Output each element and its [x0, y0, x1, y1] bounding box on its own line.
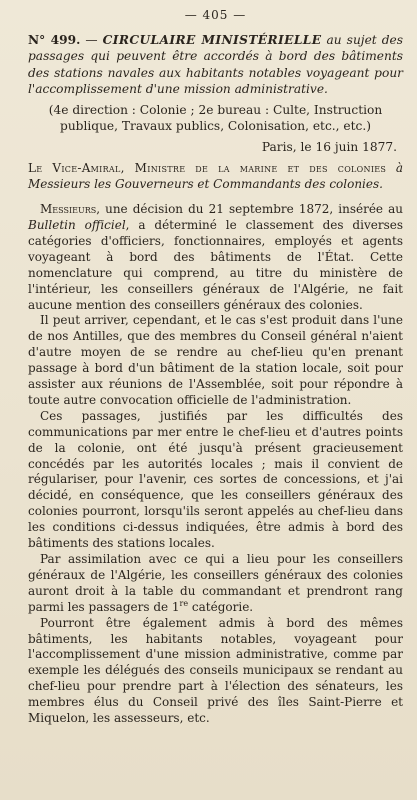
circular-number: N° 499.	[28, 33, 81, 47]
circular-title: CIRCULAIRE MINISTÉRIELLE	[102, 33, 322, 47]
address-to: à	[386, 161, 403, 176]
paragraph-5: Pourront être également admis à bord des mêmes bâtiments, les habitants notables, voyageant pour l'accomplissement d'une mission administrative, comme par exemple les délégués des conseils municipaux se rendant au chef-lieu pour prendre part à l'élection des sénateurs, les membres élus du Conseil privé des îles Saint-Pierre et Miquelon, les assesseurs, etc.	[28, 615, 403, 726]
circular-subject: au sujet des passages qui peuvent être accordés à bord des bâtiments des stations navales aux habitants notables voyageant pour l'accomplissement d'une mission administrative.	[28, 33, 404, 96]
paragraph-3: Ces passages, justifiés par les difficultés des communications par mer entre le chef-lieu et d'autres points de la colonie, ont été jusqu'à présent gracieusement concédés par les autorités locales ; mais il convient de régulariser, pour l'avenir, ces sortes de concessions, et j'ai décidé, en conséquence, que les conseillers généraux des colonies pourront, lorsqu'ils seront appelés au chef-lieu dans les conditions ci-dessus indiquées, être admis à bord des bâtiments des stations locales.	[28, 408, 403, 551]
heading-dash: —	[80, 33, 103, 47]
dateline: Paris, le 16 juin 1877.	[261, 139, 397, 154]
paragraph-1-text-b: , a déterminé le classement des diverses catégories d'officiers, fonctionnaires, employés et agents voyageant à bord des bâtiments de l'État. Cette nomenclature qui comprend, au titre du ministère de l'intérieur, les conseillers généraux de l'Algérie, ne fait aucune mention des conseillers généraux des colonies.	[28, 217, 403, 312]
bulletin-reference: Bulletin officiel	[28, 217, 126, 232]
paragraph-4-text-b: catégorie.	[188, 599, 254, 614]
salutation: Messieurs	[40, 202, 97, 217]
recipients: Messieurs les Gouverneurs et Commandants des colonies.	[28, 177, 383, 192]
paragraph-1-text-a: , une décision du 21 septembre 1872, insérée au	[96, 202, 403, 217]
page-number: — 405 —	[184, 8, 247, 22]
ordinal-superscript: re	[179, 598, 189, 608]
paragraph-2: Il peut arriver, cependant, et le cas s'est produit dans l'une de nos Antilles, que des membres du Conseil général n'aient d'autre moyen de se rendre au chef-lieu qu'en prenant passage à bord d'un bâtiment de la station locale, soit pour assister aux réunions de l'Assemblée, soit pour répondre à toute autre convocation officielle de l'administration.	[28, 313, 403, 407]
paragraph-4-text-a: Par assimilation avec ce qui a lieu pour les conseillers généraux de l'Algérie, les conseillers généraux des colonies auront droit à la table du commandant et prendront rang parmi les passagers de 1	[28, 552, 403, 614]
circular-heading	[28, 32, 403, 97]
address-line	[28, 160, 403, 192]
sender: Le Vice-Amiral, Ministre de la marine et des colonies	[28, 161, 387, 176]
paragraph-1	[28, 202, 403, 313]
paragraph-4	[28, 552, 403, 616]
direction-note: (4e direction : Colonie ; 2e bureau : Culte, Instruction publique, Travaux publics, Colonisation, etc., etc.)	[48, 103, 383, 134]
